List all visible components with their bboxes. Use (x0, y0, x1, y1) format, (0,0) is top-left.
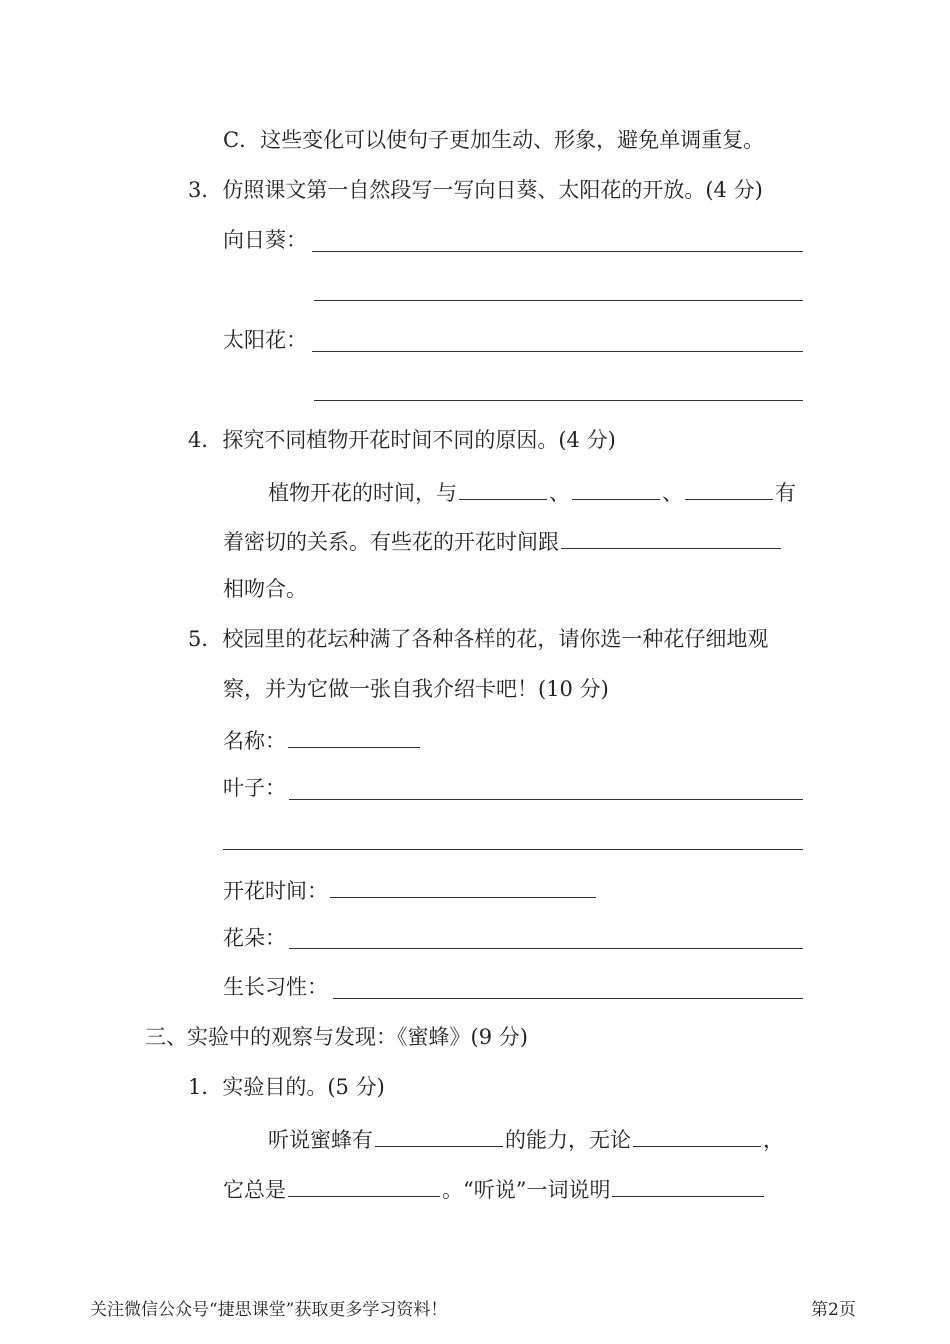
q5-name-row (223, 723, 422, 756)
q4-sep-1: 、 (549, 481, 570, 505)
s3-q1-line-2 (223, 1172, 766, 1205)
q4-blank-2[interactable] (572, 475, 660, 500)
q5-bloom-time-label: 开花时间： (223, 879, 328, 903)
q5-name-label: 名称： (223, 729, 286, 753)
q3-sunflower-answer-line-1[interactable] (312, 251, 803, 252)
q5-prompt-1: 5．校园里的花坛种满了各种各样的花，请你选一种花仔细地观 (188, 627, 769, 651)
q4-line-2 (223, 524, 783, 557)
q5-habits-label: 生长习性： (223, 975, 328, 999)
q5-bloom-time-blank[interactable] (330, 873, 596, 898)
q4-prompt: 4．探究不同植物开花时间不同的原因。(4 分) (188, 428, 616, 452)
q5-bloom-time-row (223, 873, 598, 906)
s3-q1-blank-4[interactable] (612, 1172, 764, 1197)
q5-leaves-answer-line-1[interactable] (289, 799, 803, 800)
q4-text-d: 相吻合。 (223, 577, 307, 601)
q4-text-b: 有 (775, 481, 796, 505)
q3-label-portulaca: 太阳花： (223, 328, 307, 352)
q3-portulaca-answer-line-1[interactable] (312, 351, 803, 352)
q4-text-a: 植物开花的时间，与 (268, 481, 457, 505)
q2-option-c: C．这些变化可以使句子更加生动、形象，避免单调重复。 (223, 128, 765, 152)
q4-line-1 (268, 475, 796, 508)
q5-leaves-label: 叶子： (223, 776, 286, 800)
s3-q1-blank-1[interactable] (375, 1122, 503, 1147)
s3-q1-line-1 (268, 1122, 784, 1155)
q5-leaves-answer-line-2[interactable] (223, 849, 803, 850)
q4-blank-4[interactable] (561, 524, 781, 549)
s3-q1-text-b: 的能力，无论 (505, 1128, 631, 1152)
section-3-title: 三、实验中的观察与发现：《蜜蜂》(9 分) (145, 1025, 528, 1049)
q4-sep-2: 、 (662, 481, 683, 505)
page-number: 第2页 (811, 1300, 856, 1320)
footer-promo: 关注微信公众号“捷思课堂”获取更多学习资料！ (90, 1300, 448, 1320)
s3-q1-text-a: 听说蜜蜂有 (268, 1128, 373, 1152)
s3-q1-blank-3[interactable] (288, 1172, 440, 1197)
q5-flowers-answer-line[interactable] (289, 948, 803, 949)
q5-prompt-2: 察，并为它做一张自我介绍卡吧！(10 分) (223, 677, 609, 701)
s3-q1-blank-2[interactable] (633, 1122, 761, 1147)
q3-sunflower-answer-line-2[interactable] (314, 300, 803, 301)
s3-q1-text-d: 它总是 (223, 1178, 286, 1202)
q3-prompt: 3．仿照课文第一自然段写一写向日葵、太阳花的开放。(4 分) (188, 178, 763, 202)
q4-text-c: 着密切的关系。有些花的开花时间跟 (223, 530, 559, 554)
q4-blank-3[interactable] (685, 475, 773, 500)
q5-flowers-label: 花朵： (223, 926, 286, 950)
q3-portulaca-answer-line-2[interactable] (314, 400, 803, 401)
s3-q1-text-c: ， (763, 1128, 784, 1152)
q4-blank-1[interactable] (459, 475, 547, 500)
q5-name-blank[interactable] (288, 723, 420, 748)
s3-q1-text-e: 。“听说”一词说明 (442, 1178, 611, 1202)
q3-label-sunflower: 向日葵： (223, 228, 307, 252)
q5-habits-answer-line[interactable] (333, 998, 803, 999)
s3-q1-prompt: 1．实验目的。(5 分) (188, 1075, 385, 1099)
